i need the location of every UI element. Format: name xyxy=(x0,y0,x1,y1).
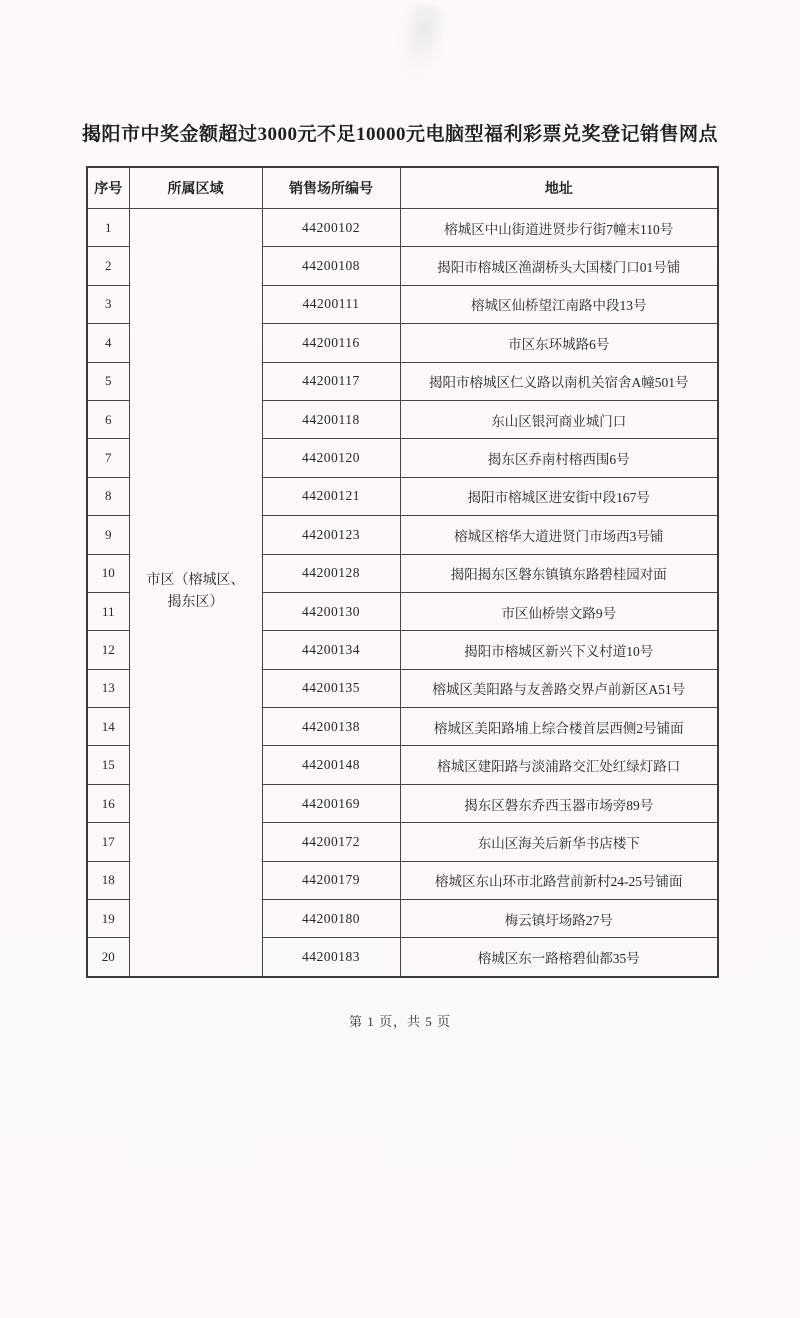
address-cell: 东山区银河商业城门口 xyxy=(400,400,718,438)
outlet-code-cell: 44200121 xyxy=(262,477,400,515)
address-cell: 揭东区乔南村榕西围6号 xyxy=(400,439,718,477)
lottery-outlet-table xyxy=(86,166,719,978)
row-index-cell: 14 xyxy=(87,708,129,746)
row-index-cell: 8 xyxy=(87,477,129,515)
address-cell: 榕城区美阳路与友善路交界卢前新区A51号 xyxy=(400,669,718,707)
row-index-cell: 17 xyxy=(87,823,129,861)
outlet-code-cell: 44200102 xyxy=(262,209,400,247)
header-cell-index: 序号 xyxy=(87,167,129,209)
row-index-cell: 6 xyxy=(87,400,129,438)
row-index-cell: 10 xyxy=(87,554,129,592)
row-index-cell: 12 xyxy=(87,631,129,669)
header-cell-code: 销售场所编号 xyxy=(262,167,400,209)
row-index-cell: 5 xyxy=(87,362,129,400)
outlet-code-cell: 44200179 xyxy=(262,861,400,899)
outlet-code-cell: 44200118 xyxy=(262,400,400,438)
address-cell: 揭阳市榕城区进安街中段167号 xyxy=(400,477,718,515)
outlet-code-cell: 44200135 xyxy=(262,669,400,707)
outlet-code-cell: 44200138 xyxy=(262,708,400,746)
row-index-cell: 4 xyxy=(87,324,129,362)
header-cell-region: 所属区域 xyxy=(129,167,262,209)
address-cell: 榕城区榕华大道进贤门市场西3号铺 xyxy=(400,516,718,554)
address-cell: 榕城区东山环市北路营前新村24-25号铺面 xyxy=(400,861,718,899)
address-cell: 梅云镇圩场路27号 xyxy=(400,900,718,938)
document-title: 揭阳市中奖金额超过3000元不足10000元电脑型福利彩票兑奖登记销售网点 xyxy=(81,124,718,145)
header-cell-address: 地址 xyxy=(400,167,718,209)
row-index-cell: 2 xyxy=(87,247,129,285)
address-cell: 揭阳揭东区磐东镇镇东路碧桂园对面 xyxy=(400,554,718,592)
outlet-code-cell: 44200180 xyxy=(262,900,400,938)
address-cell: 揭阳市榕城区新兴下义村道10号 xyxy=(400,631,718,669)
row-index-cell: 3 xyxy=(87,285,129,323)
scan-smudge-artifact xyxy=(388,0,449,86)
table-header xyxy=(87,167,718,209)
outlet-code-cell: 44200128 xyxy=(262,554,400,592)
table-body xyxy=(87,209,718,977)
address-cell: 市区仙桥崇文路9号 xyxy=(400,592,718,630)
outlet-code-cell: 44200148 xyxy=(262,746,400,784)
row-index-cell: 15 xyxy=(87,746,129,784)
outlet-code-cell: 44200116 xyxy=(262,324,400,362)
row-index-cell: 16 xyxy=(87,784,129,822)
outlet-code-cell: 44200111 xyxy=(262,285,400,323)
address-cell: 市区东环城路6号 xyxy=(400,324,718,362)
outlet-code-cell: 44200108 xyxy=(262,247,400,285)
row-index-cell: 1 xyxy=(87,209,129,247)
address-cell: 揭东区磐东乔西玉器市场旁89号 xyxy=(400,784,718,822)
row-index-cell: 20 xyxy=(87,938,129,977)
page-number-footer: 第 1 页，共 5 页 xyxy=(348,1014,451,1029)
address-cell: 榕城区东一路榕碧仙都35号 xyxy=(400,938,718,977)
row-index-cell: 18 xyxy=(87,861,129,899)
outlet-code-cell: 44200117 xyxy=(262,362,400,400)
row-index-cell: 9 xyxy=(87,516,129,554)
outlet-code-cell: 44200172 xyxy=(262,823,400,861)
outlet-code-cell: 44200130 xyxy=(262,592,400,630)
table-row xyxy=(87,209,718,247)
region-merged-cell: 市区（榕城区、揭东区） xyxy=(129,209,262,977)
address-cell: 揭阳市榕城区渔湖桥头大国楼门口01号铺 xyxy=(400,247,718,285)
outlet-code-cell: 44200183 xyxy=(262,938,400,977)
outlet-code-cell: 44200120 xyxy=(262,439,400,477)
header-row xyxy=(87,167,718,209)
address-cell: 榕城区美阳路埔上综合楼首层西侧2号铺面 xyxy=(400,708,718,746)
outlet-code-cell: 44200123 xyxy=(262,516,400,554)
row-index-cell: 11 xyxy=(87,592,129,630)
address-cell: 榕城区中山街道进贤步行街7幢末110号 xyxy=(400,209,718,247)
outlet-code-cell: 44200169 xyxy=(262,784,400,822)
address-cell: 揭阳市榕城区仁义路以南机关宿舍A幢501号 xyxy=(400,362,718,400)
outlet-code-cell: 44200134 xyxy=(262,631,400,669)
row-index-cell: 7 xyxy=(87,439,129,477)
address-cell: 榕城区仙桥望江南路中段13号 xyxy=(400,285,718,323)
row-index-cell: 13 xyxy=(87,669,129,707)
row-index-cell: 19 xyxy=(87,900,129,938)
address-cell: 东山区海关后新华书店楼下 xyxy=(400,823,718,861)
address-cell: 榕城区建阳路与淡浦路交汇处红绿灯路口 xyxy=(400,746,718,784)
